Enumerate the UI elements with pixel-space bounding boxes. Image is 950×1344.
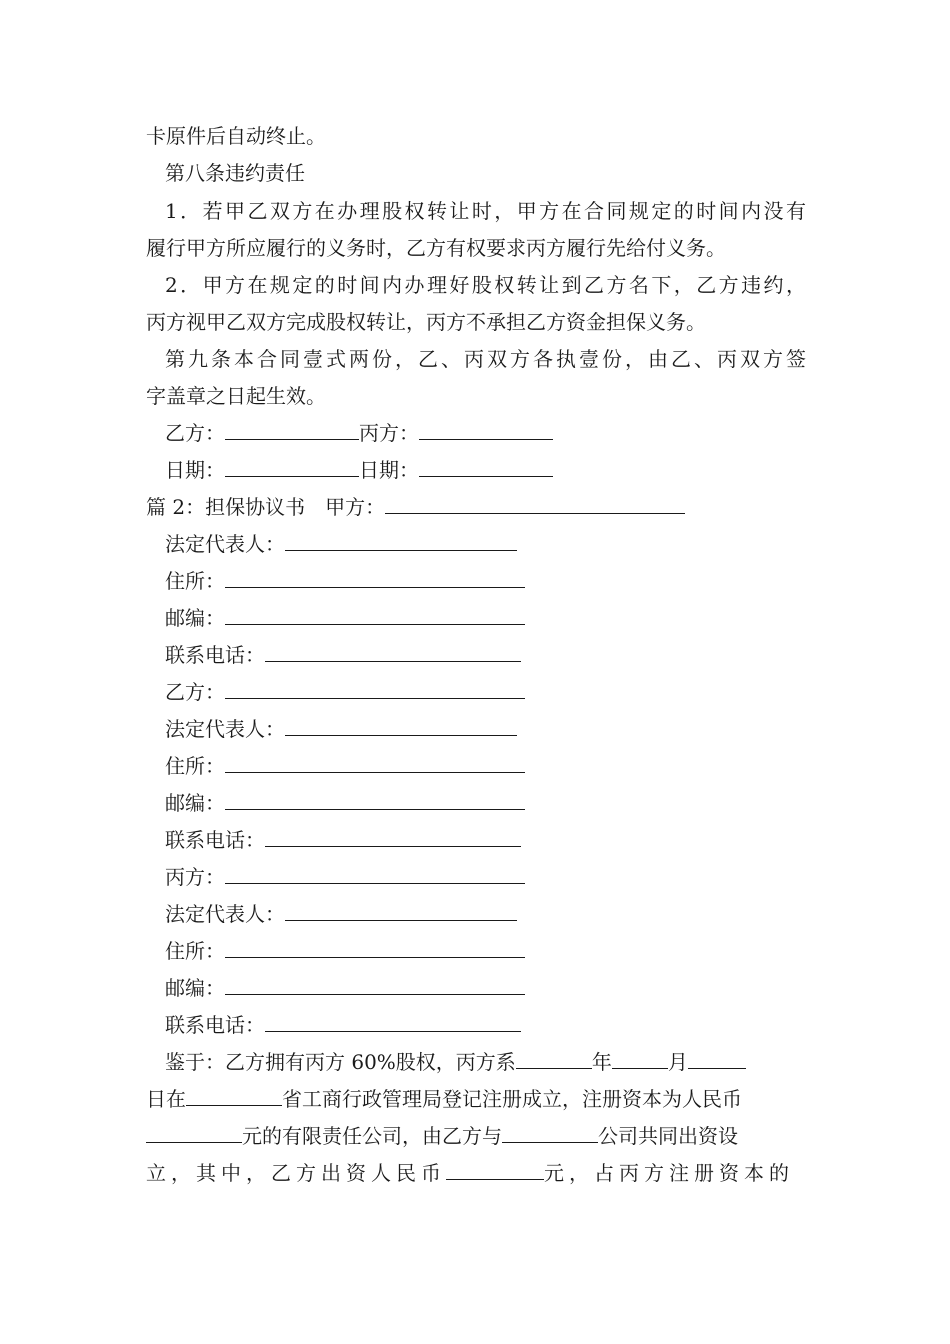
party-b-signature-blank: [225, 423, 359, 440]
month-blank: [612, 1052, 668, 1069]
part-2-heading-row: [146, 493, 806, 521]
postcode-label: 邮编：: [165, 791, 225, 815]
date-c-blank: [419, 460, 553, 477]
party-a-blank: [385, 497, 685, 514]
party-b-label: 乙方：: [165, 421, 225, 445]
article-9-line-2: 字盖章之日起生效。: [146, 384, 326, 408]
recital-line-1: [165, 1048, 806, 1076]
recital-line-3: [146, 1122, 806, 1150]
address-label: 住所：: [165, 754, 225, 778]
c-legal-rep-row: [165, 900, 825, 928]
recital-text: 立，其中，乙方出资人民币: [146, 1161, 446, 1185]
recital-text: 公司共同出资设: [598, 1124, 738, 1148]
c-phone-blank: [265, 1015, 521, 1032]
article-8-item-2-line-1: 2．甲方在规定的时间内办理好股权转让到乙方名下，乙方违约，: [165, 273, 806, 297]
c-address-blank: [225, 941, 525, 958]
party-c-blank: [225, 867, 525, 884]
party-b-row: [165, 678, 825, 706]
investment-amount-blank: [446, 1163, 544, 1180]
party-c-section-label: 丙方：: [165, 865, 225, 889]
party-b-section-label: 乙方：: [165, 680, 225, 704]
province-blank: [186, 1089, 282, 1106]
phone-label: 联系电话：: [165, 828, 265, 852]
party-c-row: [165, 863, 825, 891]
recital-text: 元的有限责任公司，由乙方与: [242, 1124, 502, 1148]
b-postcode-row: [165, 789, 825, 817]
article-8-item-1-line-2: 履行甲方所应履行的义务时，乙方有权要求丙方履行先给付义务。: [146, 236, 726, 260]
a-phone-blank: [265, 645, 521, 662]
a-address-row: [165, 567, 825, 595]
article-8-title: 第八条违约责任: [165, 161, 305, 185]
part-2-heading: 篇 2：担保协议书: [146, 495, 306, 519]
c-address-row: [165, 937, 825, 965]
b-postcode-blank: [225, 793, 525, 810]
date-c-label: 日期：: [359, 458, 419, 482]
a-legal-rep-row: [165, 530, 825, 558]
c-postcode-row: [165, 974, 825, 1002]
registered-capital-blank: [146, 1126, 242, 1143]
b-phone-blank: [265, 830, 521, 847]
phone-label: 联系电话：: [165, 1013, 265, 1037]
a-postcode-blank: [225, 608, 525, 625]
paragraph-continuation: 卡原件后自动终止。: [146, 124, 326, 148]
address-label: 住所：: [165, 939, 225, 963]
recital-text: 日在: [146, 1087, 186, 1111]
b-legal-rep-blank: [285, 719, 517, 736]
date-b-label: 日期：: [165, 458, 225, 482]
b-phone-row: [165, 826, 825, 854]
year-blank: [516, 1052, 592, 1069]
party-b-blank: [225, 682, 525, 699]
signature-row-parties: [165, 419, 825, 447]
b-address-blank: [225, 756, 525, 773]
article-8-item-2-line-2: 丙方视甲乙双方完成股权转让，丙方不承担乙方资金担保义务。: [146, 310, 706, 334]
article-9-line-1: 第九条本合同壹式两份，乙、丙双方各执壹份，由乙、丙双方签: [165, 347, 806, 371]
legal-rep-label: 法定代表人：: [165, 717, 285, 741]
postcode-label: 邮编：: [165, 976, 225, 1000]
recital-line-2: [146, 1085, 806, 1113]
address-label: 住所：: [165, 569, 225, 593]
c-phone-row: [165, 1011, 825, 1039]
phone-label: 联系电话：: [165, 643, 265, 667]
b-legal-rep-row: [165, 715, 825, 743]
c-legal-rep-blank: [285, 904, 517, 921]
a-legal-rep-blank: [285, 534, 517, 551]
postcode-label: 邮编：: [165, 606, 225, 630]
signature-row-dates: [165, 456, 825, 484]
party-c-label: 丙方：: [359, 421, 419, 445]
month-label: 月: [667, 1050, 688, 1074]
day-blank: [688, 1052, 746, 1069]
c-postcode-blank: [225, 978, 525, 995]
recital-text: 鉴于：乙方拥有丙方 60%股权，丙方系: [165, 1050, 516, 1074]
partner-company-blank: [502, 1126, 598, 1143]
year-label: 年: [591, 1050, 612, 1074]
a-address-blank: [225, 571, 525, 588]
date-b-blank: [225, 460, 359, 477]
b-address-row: [165, 752, 825, 780]
a-postcode-row: [165, 604, 825, 632]
recital-text: 元，占丙方注册资本的: [544, 1161, 794, 1185]
party-c-signature-blank: [419, 423, 553, 440]
party-a-label: 甲方：: [325, 495, 386, 519]
a-phone-row: [165, 641, 825, 669]
legal-rep-label: 法定代表人：: [165, 902, 285, 926]
recital-text: 省工商行政管理局登记注册成立，注册资本为人民币: [282, 1087, 742, 1111]
legal-rep-label: 法定代表人：: [165, 532, 285, 556]
recital-line-4: [146, 1159, 806, 1187]
article-8-item-1-line-1: 1．若甲乙双方在办理股权转让时，甲方在合同规定的时间内没有: [165, 199, 806, 223]
